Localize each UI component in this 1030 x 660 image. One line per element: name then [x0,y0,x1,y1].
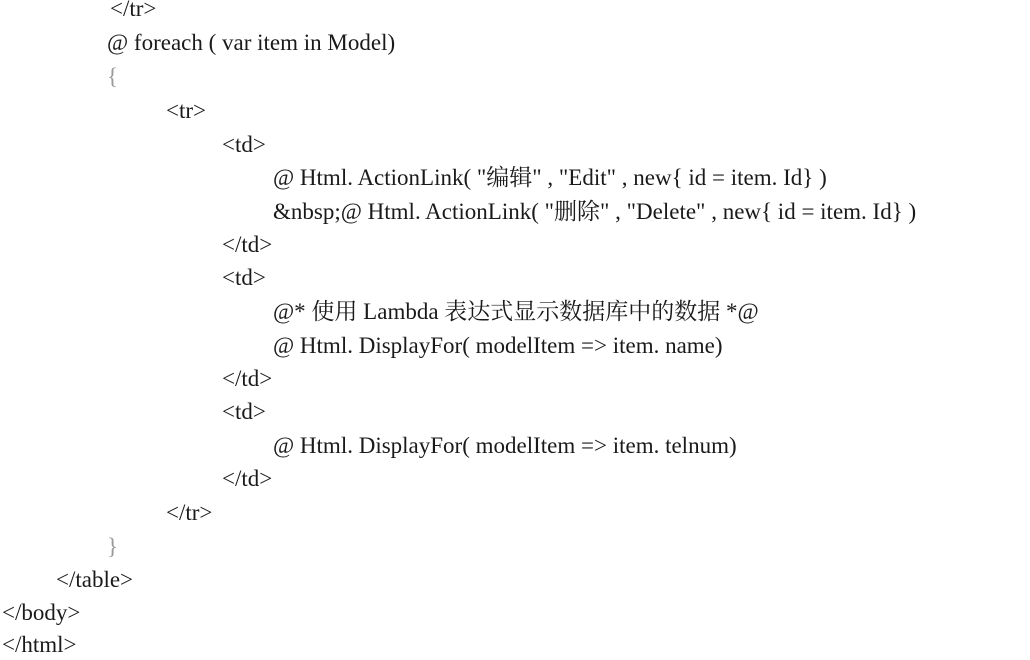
code-line-2: @ foreach ( var item in Model) [107,30,396,55]
code-line-8: </td> [222,232,273,257]
code-line-1: </tr> [110,0,157,21]
code-line-15: </td> [222,466,273,491]
code-line-6: @ Html. ActionLink( "编辑" , "Edit" , new{ id = item. Id} ) [273,165,827,190]
code-line-20: </html> [2,632,77,657]
code-line-16: </tr> [166,500,213,525]
code-line-18: </table> [56,567,134,592]
code-line-10: @* 使用 Lambda 表达式显示数据库中的数据 *@ [273,299,759,324]
code-line-12: </td> [222,366,273,391]
code-line-13: <td> [222,399,266,424]
code-line-3: { [107,64,119,89]
code-line-4: <tr> [166,98,206,123]
code-line-9: <td> [222,265,266,290]
code-line-11: @ Html. DisplayFor( modelItem => item. name) [273,333,723,358]
code-line-19: </body> [2,600,81,625]
code-line-7: &nbsp;@ Html. ActionLink( "删除" , "Delete" , new{ id = item. Id} ) [273,199,917,224]
code-line-5: <td> [222,132,266,157]
code-line-17: } [107,534,119,559]
code-line-14: @ Html. DisplayFor( modelItem => item. telnum) [273,433,737,458]
